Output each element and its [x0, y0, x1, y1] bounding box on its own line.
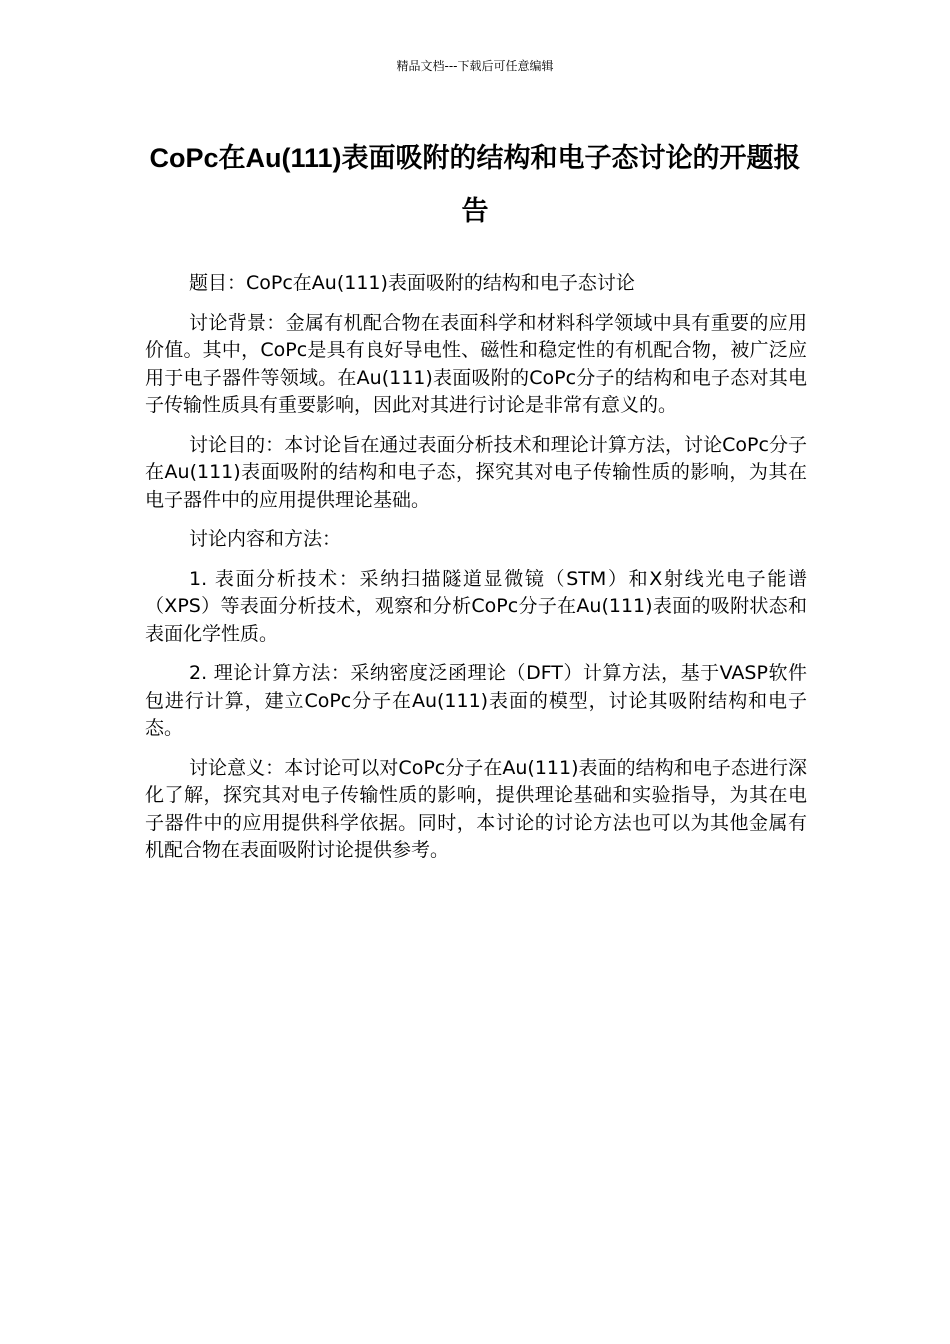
paragraph-content-methods-heading: 讨论内容和方法： [189, 528, 342, 550]
page-header: 精品文档---下载后可任意编辑 [396, 59, 554, 73]
paragraph-topic: 题目：CoPc在Au(111)表面吸附的结构和电子态讨论 [189, 272, 635, 294]
document-title: CoPc在Au(111)表面吸附的结构和电子态讨论的开题报告 [149, 143, 801, 226]
paragraph-method-surface-analysis: 1. 表面分析技术：采纳扫描隧道显微镜（STM）和X射线光电子能谱（XPS）等表面分析技术，观察和分析CoPc分子在Au(111)表面的吸附状态和表面化学性质。 [145, 567, 807, 645]
paragraph-significance: 讨论意义：本讨论可以对CoPc分子在Au(111)表面的结构和电子态进行深化了解，探究其对电子传输性质的影响，提供理论基础和实验指导，为其在电子器件中的应用提供科学依据。同时，本讨论的讨论方法也可以为其他金属有机配合物在表面吸附讨论提供参考。 [145, 756, 807, 861]
document-body [145, 270, 807, 877]
paragraph-background: 讨论背景：金属有机配合物在表面科学和材料科学领域中具有重要的应用价值。其中，CoPc是具有良好导电性、磁性和稳定性的有机配合物，被广泛应用于电子器件等领域。在Au(111)表面吸附的CoPc分子的结构和电子态对其电子传输性质具有重要影响，因此对其进行讨论是非常有意义的。 [145, 311, 807, 416]
paragraph-purpose: 讨论目的：本讨论旨在通过表面分析技术和理论计算方法，讨论CoPc分子在Au(111)表面吸附的结构和电子态，探究其对电子传输性质的影响，为其在电子器件中的应用提供理论基础。 [145, 433, 807, 511]
paragraph-method-theoretical-calculation: 2. 理论计算方法：采纳密度泛函理论（DFT）计算方法，基于VASP软件包进行计算，建立CoPc分子在Au(111)表面的模型，讨论其吸附结构和电子态。 [145, 662, 807, 739]
